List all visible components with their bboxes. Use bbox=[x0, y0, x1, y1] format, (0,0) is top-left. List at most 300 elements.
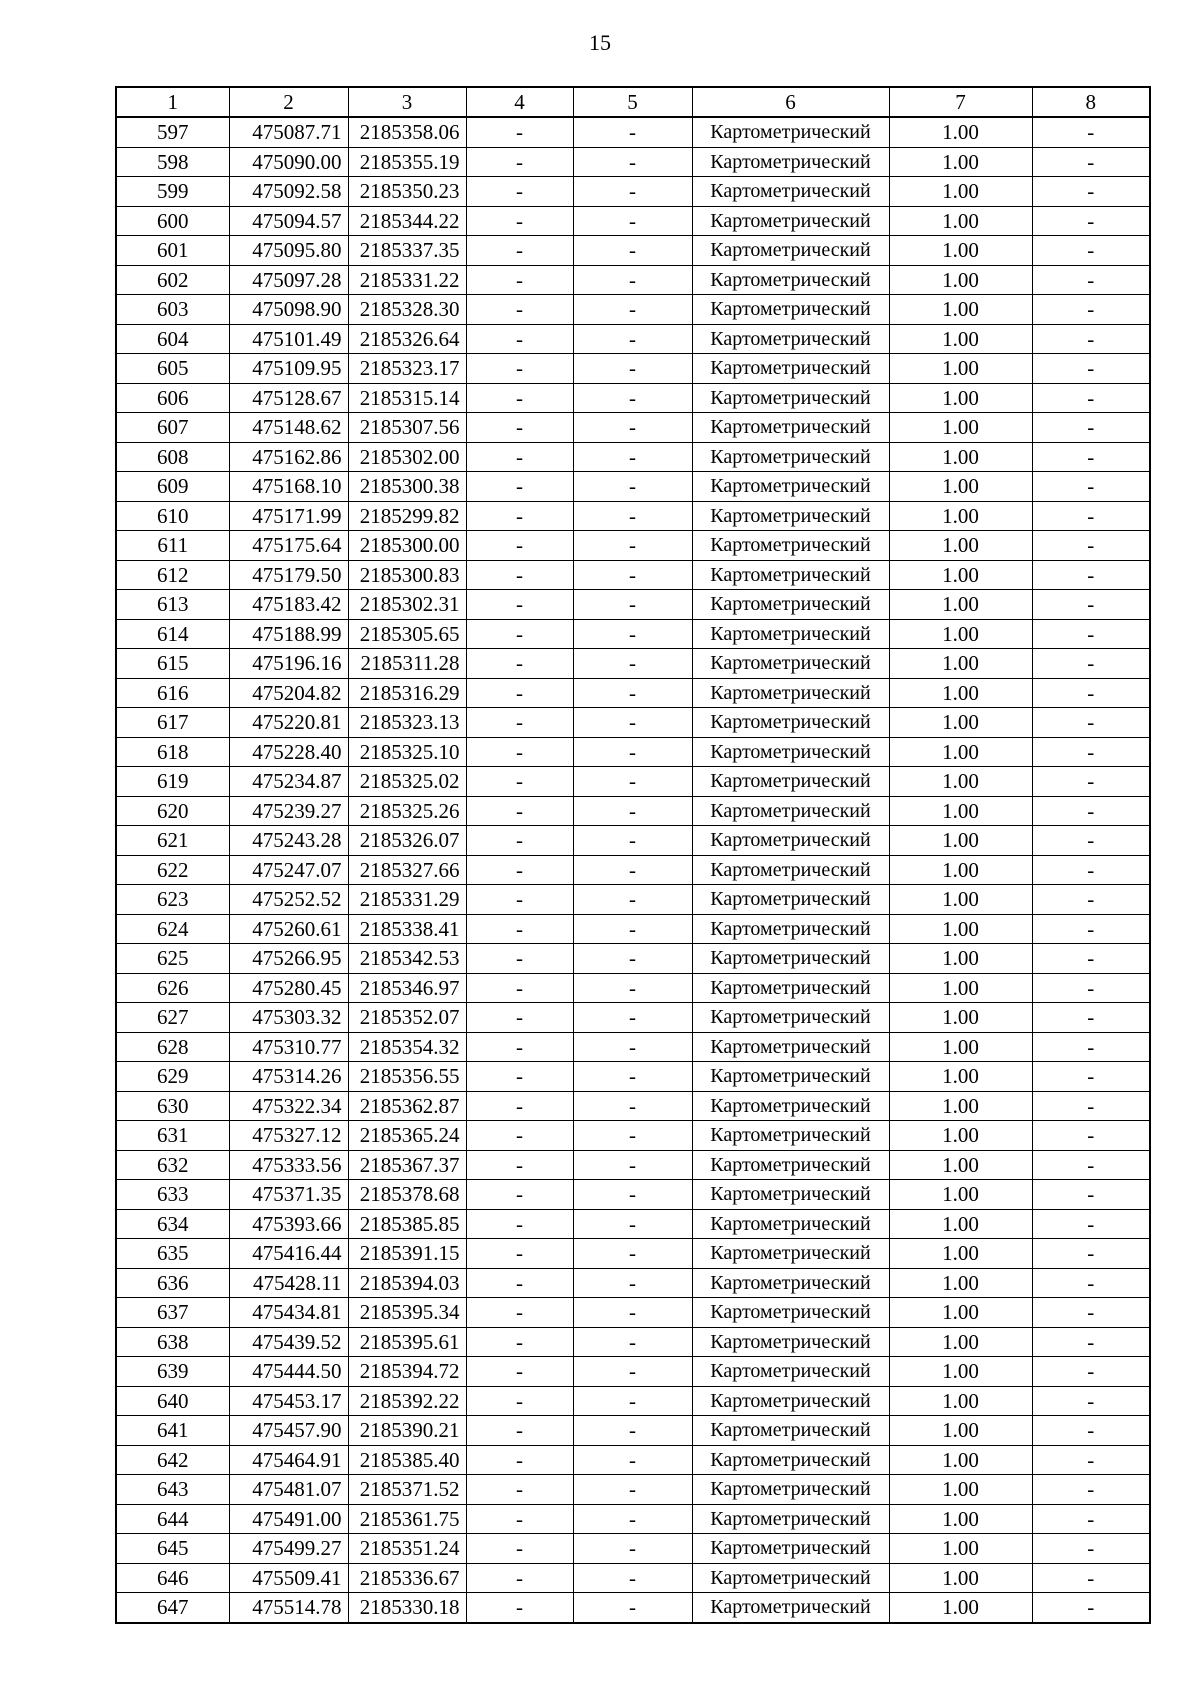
method-cell: Картометрический bbox=[692, 147, 889, 177]
x-coordinate-cell: 475179.50 bbox=[229, 560, 348, 590]
column-8-cell: - bbox=[1032, 177, 1150, 207]
method-cell: Картометрический bbox=[692, 796, 889, 826]
table-row bbox=[116, 442, 1150, 472]
y-coordinate-cell: 2185325.26 bbox=[348, 796, 466, 826]
point-number-cell: 614 bbox=[116, 619, 229, 649]
column-4-cell: - bbox=[466, 1593, 573, 1623]
column-5-cell: - bbox=[573, 354, 692, 384]
y-coordinate-cell: 2185300.00 bbox=[348, 531, 466, 561]
column-8-cell: - bbox=[1032, 590, 1150, 620]
column-4-cell: - bbox=[466, 177, 573, 207]
point-number-cell: 636 bbox=[116, 1268, 229, 1298]
table-row bbox=[116, 1209, 1150, 1239]
table-row bbox=[116, 472, 1150, 502]
accuracy-cell: 1.00 bbox=[889, 236, 1032, 266]
column-8-cell: - bbox=[1032, 1062, 1150, 1092]
column-4-cell: - bbox=[466, 324, 573, 354]
accuracy-cell: 1.00 bbox=[889, 442, 1032, 472]
x-coordinate-cell: 475188.99 bbox=[229, 619, 348, 649]
accuracy-cell: 1.00 bbox=[889, 265, 1032, 295]
y-coordinate-cell: 2185391.15 bbox=[348, 1239, 466, 1269]
column-8-cell: - bbox=[1032, 1534, 1150, 1564]
column-5-cell: - bbox=[573, 147, 692, 177]
y-coordinate-cell: 2185395.34 bbox=[348, 1298, 466, 1328]
y-coordinate-cell: 2185315.14 bbox=[348, 383, 466, 413]
accuracy-cell: 1.00 bbox=[889, 1268, 1032, 1298]
y-coordinate-cell: 2185325.02 bbox=[348, 767, 466, 797]
column-8-cell: - bbox=[1032, 472, 1150, 502]
point-number-cell: 634 bbox=[116, 1209, 229, 1239]
table-row bbox=[116, 1534, 1150, 1564]
column-5-cell: - bbox=[573, 177, 692, 207]
method-cell: Картометрический bbox=[692, 1091, 889, 1121]
x-coordinate-cell: 475175.64 bbox=[229, 531, 348, 561]
x-coordinate-cell: 475128.67 bbox=[229, 383, 348, 413]
y-coordinate-cell: 2185361.75 bbox=[348, 1504, 466, 1534]
column-4-cell: - bbox=[466, 708, 573, 738]
y-coordinate-cell: 2185355.19 bbox=[348, 147, 466, 177]
accuracy-cell: 1.00 bbox=[889, 472, 1032, 502]
table-row bbox=[116, 1121, 1150, 1151]
column-4-cell: - bbox=[466, 1534, 573, 1564]
table-row bbox=[116, 1563, 1150, 1593]
accuracy-cell: 1.00 bbox=[889, 619, 1032, 649]
column-5-cell: - bbox=[573, 1593, 692, 1623]
column-8-cell: - bbox=[1032, 1563, 1150, 1593]
column-8-cell: - bbox=[1032, 324, 1150, 354]
accuracy-cell: 1.00 bbox=[889, 1475, 1032, 1505]
table-row bbox=[116, 1327, 1150, 1357]
column-4-cell: - bbox=[466, 1091, 573, 1121]
x-coordinate-cell: 475314.26 bbox=[229, 1062, 348, 1092]
column-8-cell: - bbox=[1032, 1504, 1150, 1534]
column-8-cell: - bbox=[1032, 1209, 1150, 1239]
x-coordinate-cell: 475416.44 bbox=[229, 1239, 348, 1269]
column-8-cell: - bbox=[1032, 885, 1150, 915]
column-5-cell: - bbox=[573, 885, 692, 915]
x-coordinate-cell: 475509.41 bbox=[229, 1563, 348, 1593]
x-coordinate-cell: 475457.90 bbox=[229, 1416, 348, 1446]
method-cell: Картометрический bbox=[692, 177, 889, 207]
column-4-cell: - bbox=[466, 855, 573, 885]
column-4-cell: - bbox=[466, 678, 573, 708]
column-8-cell: - bbox=[1032, 1268, 1150, 1298]
column-5-cell: - bbox=[573, 796, 692, 826]
method-cell: Картометрический bbox=[692, 1062, 889, 1092]
column-5-cell: - bbox=[573, 413, 692, 443]
column-5-cell: - bbox=[573, 590, 692, 620]
accuracy-cell: 1.00 bbox=[889, 1121, 1032, 1151]
x-coordinate-cell: 475196.16 bbox=[229, 649, 348, 679]
point-number-cell: 600 bbox=[116, 206, 229, 236]
column-8-cell: - bbox=[1032, 383, 1150, 413]
column-5-cell: - bbox=[573, 855, 692, 885]
accuracy-cell: 1.00 bbox=[889, 1091, 1032, 1121]
table-row bbox=[116, 678, 1150, 708]
column-5-cell: - bbox=[573, 1032, 692, 1062]
accuracy-cell: 1.00 bbox=[889, 590, 1032, 620]
method-cell: Картометрический bbox=[692, 973, 889, 1003]
column-header: 7 bbox=[889, 87, 1032, 117]
column-5-cell: - bbox=[573, 1003, 692, 1033]
table-row bbox=[116, 855, 1150, 885]
x-coordinate-cell: 475171.99 bbox=[229, 501, 348, 531]
header-row bbox=[116, 87, 1150, 117]
x-coordinate-cell: 475092.58 bbox=[229, 177, 348, 207]
point-number-cell: 629 bbox=[116, 1062, 229, 1092]
column-8-cell: - bbox=[1032, 1357, 1150, 1387]
method-cell: Картометрический bbox=[692, 117, 889, 147]
y-coordinate-cell: 2185394.03 bbox=[348, 1268, 466, 1298]
point-number-cell: 628 bbox=[116, 1032, 229, 1062]
method-cell: Картометрический bbox=[692, 1416, 889, 1446]
x-coordinate-cell: 475148.62 bbox=[229, 413, 348, 443]
point-number-cell: 623 bbox=[116, 885, 229, 915]
method-cell: Картометрический bbox=[692, 619, 889, 649]
column-8-cell: - bbox=[1032, 560, 1150, 590]
table-row bbox=[116, 1475, 1150, 1505]
column-4-cell: - bbox=[466, 295, 573, 325]
point-number-cell: 608 bbox=[116, 442, 229, 472]
column-8-cell: - bbox=[1032, 973, 1150, 1003]
x-coordinate-cell: 475434.81 bbox=[229, 1298, 348, 1328]
point-number-cell: 603 bbox=[116, 295, 229, 325]
column-8-cell: - bbox=[1032, 1150, 1150, 1180]
point-number-cell: 642 bbox=[116, 1445, 229, 1475]
point-number-cell: 622 bbox=[116, 855, 229, 885]
column-5-cell: - bbox=[573, 1504, 692, 1534]
point-number-cell: 612 bbox=[116, 560, 229, 590]
x-coordinate-cell: 475499.27 bbox=[229, 1534, 348, 1564]
table-row bbox=[116, 973, 1150, 1003]
x-coordinate-cell: 475310.77 bbox=[229, 1032, 348, 1062]
x-coordinate-cell: 475464.91 bbox=[229, 1445, 348, 1475]
method-cell: Картометрический bbox=[692, 590, 889, 620]
table-row bbox=[116, 177, 1150, 207]
column-4-cell: - bbox=[466, 1327, 573, 1357]
table-row bbox=[116, 826, 1150, 856]
point-number-cell: 640 bbox=[116, 1386, 229, 1416]
accuracy-cell: 1.00 bbox=[889, 973, 1032, 1003]
accuracy-cell: 1.00 bbox=[889, 147, 1032, 177]
method-cell: Картометрический bbox=[692, 855, 889, 885]
column-4-cell: - bbox=[466, 914, 573, 944]
accuracy-cell: 1.00 bbox=[889, 1445, 1032, 1475]
table-header bbox=[116, 87, 1150, 117]
column-8-cell: - bbox=[1032, 1091, 1150, 1121]
point-number-cell: 609 bbox=[116, 472, 229, 502]
column-8-cell: - bbox=[1032, 1386, 1150, 1416]
point-number-cell: 635 bbox=[116, 1239, 229, 1269]
y-coordinate-cell: 2185299.82 bbox=[348, 501, 466, 531]
column-4-cell: - bbox=[466, 1150, 573, 1180]
column-5-cell: - bbox=[573, 265, 692, 295]
method-cell: Картометрический bbox=[692, 472, 889, 502]
x-coordinate-cell: 475204.82 bbox=[229, 678, 348, 708]
accuracy-cell: 1.00 bbox=[889, 560, 1032, 590]
y-coordinate-cell: 2185325.10 bbox=[348, 737, 466, 767]
method-cell: Картометрический bbox=[692, 501, 889, 531]
y-coordinate-cell: 2185326.07 bbox=[348, 826, 466, 856]
accuracy-cell: 1.00 bbox=[889, 531, 1032, 561]
column-8-cell: - bbox=[1032, 1298, 1150, 1328]
column-8-cell: - bbox=[1032, 678, 1150, 708]
column-8-cell: - bbox=[1032, 531, 1150, 561]
column-4-cell: - bbox=[466, 1180, 573, 1210]
point-number-cell: 618 bbox=[116, 737, 229, 767]
y-coordinate-cell: 2185385.40 bbox=[348, 1445, 466, 1475]
point-number-cell: 639 bbox=[116, 1357, 229, 1387]
method-cell: Картометрический bbox=[692, 206, 889, 236]
column-5-cell: - bbox=[573, 324, 692, 354]
x-coordinate-cell: 475327.12 bbox=[229, 1121, 348, 1151]
y-coordinate-cell: 2185367.37 bbox=[348, 1150, 466, 1180]
y-coordinate-cell: 2185354.32 bbox=[348, 1032, 466, 1062]
y-coordinate-cell: 2185305.65 bbox=[348, 619, 466, 649]
y-coordinate-cell: 2185358.06 bbox=[348, 117, 466, 147]
x-coordinate-cell: 475393.66 bbox=[229, 1209, 348, 1239]
column-8-cell: - bbox=[1032, 147, 1150, 177]
column-4-cell: - bbox=[466, 767, 573, 797]
column-5-cell: - bbox=[573, 236, 692, 266]
x-coordinate-cell: 475098.90 bbox=[229, 295, 348, 325]
table-body bbox=[116, 117, 1150, 1623]
column-4-cell: - bbox=[466, 1268, 573, 1298]
x-coordinate-cell: 475444.50 bbox=[229, 1357, 348, 1387]
column-5-cell: - bbox=[573, 1121, 692, 1151]
column-8-cell: - bbox=[1032, 1475, 1150, 1505]
y-coordinate-cell: 2185316.29 bbox=[348, 678, 466, 708]
accuracy-cell: 1.00 bbox=[889, 324, 1032, 354]
column-4-cell: - bbox=[466, 442, 573, 472]
table-row bbox=[116, 1357, 1150, 1387]
method-cell: Картометрический bbox=[692, 1003, 889, 1033]
column-8-cell: - bbox=[1032, 826, 1150, 856]
column-5-cell: - bbox=[573, 826, 692, 856]
column-header: 5 bbox=[573, 87, 692, 117]
column-4-cell: - bbox=[466, 826, 573, 856]
column-header: 1 bbox=[116, 87, 229, 117]
method-cell: Картометрический bbox=[692, 1327, 889, 1357]
x-coordinate-cell: 475439.52 bbox=[229, 1327, 348, 1357]
method-cell: Картометрический bbox=[692, 708, 889, 738]
column-8-cell: - bbox=[1032, 1239, 1150, 1269]
x-coordinate-cell: 475090.00 bbox=[229, 147, 348, 177]
column-8-cell: - bbox=[1032, 796, 1150, 826]
column-5-cell: - bbox=[573, 472, 692, 502]
table-row bbox=[116, 560, 1150, 590]
accuracy-cell: 1.00 bbox=[889, 1062, 1032, 1092]
accuracy-cell: 1.00 bbox=[889, 177, 1032, 207]
y-coordinate-cell: 2185323.17 bbox=[348, 354, 466, 384]
y-coordinate-cell: 2185328.30 bbox=[348, 295, 466, 325]
column-5-cell: - bbox=[573, 117, 692, 147]
point-number-cell: 616 bbox=[116, 678, 229, 708]
method-cell: Картометрический bbox=[692, 354, 889, 384]
point-number-cell: 633 bbox=[116, 1180, 229, 1210]
accuracy-cell: 1.00 bbox=[889, 1327, 1032, 1357]
column-5-cell: - bbox=[573, 1062, 692, 1092]
accuracy-cell: 1.00 bbox=[889, 1180, 1032, 1210]
table-row bbox=[116, 885, 1150, 915]
table-row bbox=[116, 1298, 1150, 1328]
column-4-cell: - bbox=[466, 737, 573, 767]
accuracy-cell: 1.00 bbox=[889, 678, 1032, 708]
column-8-cell: - bbox=[1032, 1445, 1150, 1475]
column-4-cell: - bbox=[466, 590, 573, 620]
column-5-cell: - bbox=[573, 1091, 692, 1121]
column-5-cell: - bbox=[573, 1150, 692, 1180]
x-coordinate-cell: 475303.32 bbox=[229, 1003, 348, 1033]
accuracy-cell: 1.00 bbox=[889, 1504, 1032, 1534]
table-row bbox=[116, 265, 1150, 295]
y-coordinate-cell: 2185385.85 bbox=[348, 1209, 466, 1239]
column-5-cell: - bbox=[573, 1386, 692, 1416]
x-coordinate-cell: 475234.87 bbox=[229, 767, 348, 797]
y-coordinate-cell: 2185350.23 bbox=[348, 177, 466, 207]
column-5-cell: - bbox=[573, 1209, 692, 1239]
y-coordinate-cell: 2185344.22 bbox=[348, 206, 466, 236]
coordinates-table bbox=[115, 86, 1151, 1624]
method-cell: Картометрический bbox=[692, 914, 889, 944]
y-coordinate-cell: 2185395.61 bbox=[348, 1327, 466, 1357]
column-8-cell: - bbox=[1032, 501, 1150, 531]
table-row bbox=[116, 413, 1150, 443]
column-4-cell: - bbox=[466, 1032, 573, 1062]
method-cell: Картометрический bbox=[692, 1386, 889, 1416]
column-4-cell: - bbox=[466, 1003, 573, 1033]
column-5-cell: - bbox=[573, 1357, 692, 1387]
point-number-cell: 611 bbox=[116, 531, 229, 561]
column-4-cell: - bbox=[466, 117, 573, 147]
column-5-cell: - bbox=[573, 1475, 692, 1505]
column-header: 6 bbox=[692, 87, 889, 117]
column-5-cell: - bbox=[573, 442, 692, 472]
column-5-cell: - bbox=[573, 1239, 692, 1269]
y-coordinate-cell: 2185336.67 bbox=[348, 1563, 466, 1593]
x-coordinate-cell: 475162.86 bbox=[229, 442, 348, 472]
table-row bbox=[116, 531, 1150, 561]
column-4-cell: - bbox=[466, 1445, 573, 1475]
x-coordinate-cell: 475095.80 bbox=[229, 236, 348, 266]
x-coordinate-cell: 475280.45 bbox=[229, 973, 348, 1003]
column-4-cell: - bbox=[466, 1475, 573, 1505]
column-8-cell: - bbox=[1032, 944, 1150, 974]
table-row bbox=[116, 796, 1150, 826]
column-5-cell: - bbox=[573, 737, 692, 767]
accuracy-cell: 1.00 bbox=[889, 1003, 1032, 1033]
y-coordinate-cell: 2185362.87 bbox=[348, 1091, 466, 1121]
point-number-cell: 624 bbox=[116, 914, 229, 944]
column-4-cell: - bbox=[466, 1239, 573, 1269]
point-number-cell: 646 bbox=[116, 1563, 229, 1593]
accuracy-cell: 1.00 bbox=[889, 1298, 1032, 1328]
column-5-cell: - bbox=[573, 914, 692, 944]
y-coordinate-cell: 2185311.28 bbox=[348, 649, 466, 679]
page-number: 15 bbox=[589, 30, 611, 55]
method-cell: Картометрический bbox=[692, 1534, 889, 1564]
y-coordinate-cell: 2185326.64 bbox=[348, 324, 466, 354]
accuracy-cell: 1.00 bbox=[889, 1386, 1032, 1416]
method-cell: Картометрический bbox=[692, 1268, 889, 1298]
column-5-cell: - bbox=[573, 501, 692, 531]
column-5-cell: - bbox=[573, 619, 692, 649]
column-5-cell: - bbox=[573, 1534, 692, 1564]
y-coordinate-cell: 2185323.13 bbox=[348, 708, 466, 738]
x-coordinate-cell: 475252.52 bbox=[229, 885, 348, 915]
table-row bbox=[116, 1268, 1150, 1298]
method-cell: Картометрический bbox=[692, 295, 889, 325]
method-cell: Картометрический bbox=[692, 1593, 889, 1623]
accuracy-cell: 1.00 bbox=[889, 796, 1032, 826]
table-row bbox=[116, 1593, 1150, 1623]
table-row bbox=[116, 590, 1150, 620]
column-8-cell: - bbox=[1032, 855, 1150, 885]
point-number-cell: 597 bbox=[116, 117, 229, 147]
column-8-cell: - bbox=[1032, 442, 1150, 472]
table-row bbox=[116, 1150, 1150, 1180]
column-4-cell: - bbox=[466, 501, 573, 531]
table-row bbox=[116, 236, 1150, 266]
table-row bbox=[116, 1416, 1150, 1446]
column-8-cell: - bbox=[1032, 1121, 1150, 1151]
x-coordinate-cell: 475183.42 bbox=[229, 590, 348, 620]
point-number-cell: 619 bbox=[116, 767, 229, 797]
column-4-cell: - bbox=[466, 1416, 573, 1446]
x-coordinate-cell: 475333.56 bbox=[229, 1150, 348, 1180]
column-8-cell: - bbox=[1032, 1180, 1150, 1210]
column-header: 2 bbox=[229, 87, 348, 117]
column-8-cell: - bbox=[1032, 117, 1150, 147]
point-number-cell: 599 bbox=[116, 177, 229, 207]
method-cell: Картометрический bbox=[692, 383, 889, 413]
y-coordinate-cell: 2185302.31 bbox=[348, 590, 466, 620]
y-coordinate-cell: 2185302.00 bbox=[348, 442, 466, 472]
method-cell: Картометрический bbox=[692, 1298, 889, 1328]
table-row bbox=[116, 206, 1150, 236]
method-cell: Картометрический bbox=[692, 442, 889, 472]
column-5-cell: - bbox=[573, 678, 692, 708]
column-5-cell: - bbox=[573, 560, 692, 590]
table-row bbox=[116, 619, 1150, 649]
point-number-cell: 610 bbox=[116, 501, 229, 531]
table-row bbox=[116, 767, 1150, 797]
column-4-cell: - bbox=[466, 885, 573, 915]
method-cell: Картометрический bbox=[692, 885, 889, 915]
accuracy-cell: 1.00 bbox=[889, 826, 1032, 856]
accuracy-cell: 1.00 bbox=[889, 413, 1032, 443]
x-coordinate-cell: 475247.07 bbox=[229, 855, 348, 885]
point-number-cell: 630 bbox=[116, 1091, 229, 1121]
x-coordinate-cell: 475168.10 bbox=[229, 472, 348, 502]
column-4-cell: - bbox=[466, 973, 573, 1003]
table-row bbox=[116, 354, 1150, 384]
method-cell: Картометрический bbox=[692, 1180, 889, 1210]
table-row bbox=[116, 295, 1150, 325]
column-4-cell: - bbox=[466, 1062, 573, 1092]
column-4-cell: - bbox=[466, 944, 573, 974]
column-5-cell: - bbox=[573, 1180, 692, 1210]
y-coordinate-cell: 2185352.07 bbox=[348, 1003, 466, 1033]
table-row bbox=[116, 1180, 1150, 1210]
y-coordinate-cell: 2185307.56 bbox=[348, 413, 466, 443]
column-8-cell: - bbox=[1032, 236, 1150, 266]
y-coordinate-cell: 2185371.52 bbox=[348, 1475, 466, 1505]
column-8-cell: - bbox=[1032, 767, 1150, 797]
column-4-cell: - bbox=[466, 383, 573, 413]
column-8-cell: - bbox=[1032, 265, 1150, 295]
table-row bbox=[116, 1445, 1150, 1475]
